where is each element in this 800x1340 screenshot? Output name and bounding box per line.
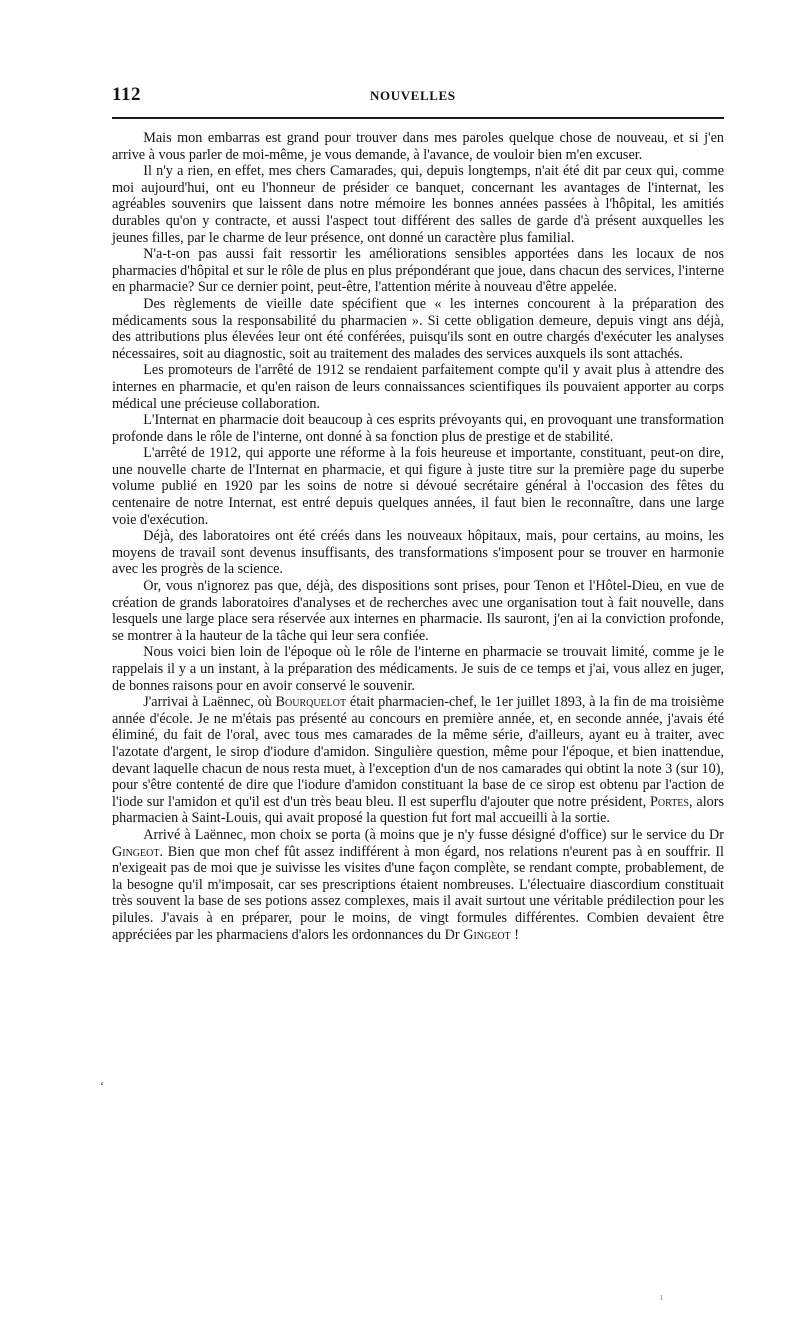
paragraph: Il n'y a rien, en effet, mes chers Camarades, qui, depuis longtemps, n'ait été dit par ceux qui, comme moi aujourd'hui, ont eu l'honneur de présider ce banquet, concernant les avantages de l'internat, les agréables souvenirs que laissent dans notre mémoire les bonnes années passées à l'hôpital, les amitiés durables qu'on y contracte, et aussi l'aspect tout différent des salles de garde d'à présent auxquelles les jeunes filles, par le charme de leur présence, ont donné un caractère plus familial. bbox=[112, 163, 724, 246]
page-number: 112 bbox=[112, 84, 141, 105]
paragraph-text: était pharmacien-chef, le 1er juillet 1893, à la fin de ma troisième année d'école. Je ne m'étais pas présenté au concours en première année, et, en seconde année, j'avais été éliminé, du fait de l'oral, avec tous mes camarades de la même série, d'ailleurs, ayant eu à traiter, avec l'azotate d'argent, le sirop d'iodure d'amidon. Singulière question, même pour l'époque, et bien inattendue, devant laquelle chacun de nous resta muet, à l'exception d'un de nos camarades qui obtint la note 3 (sur 10), pour s'être contenté de dire que l'iodure d'amidon constituant la base de ce sirop est obtenu par l'action de l'iode sur l'amidon et qu'il est d'un très beau bleu. Il est superflu d'ajouter que notre président, bbox=[112, 694, 724, 810]
paragraph-text: . Bien que mon chef fût assez indifférent à mon égard, nos relations n'eurent pas à en souffrir. Il n'exigeait pas de moi que je suivisse les visites d'une façon complète, se rendant compte, probablement, de la besogne qu'il m'imposait, car ses prescriptions étaient nombreuses. L'électuaire diascordium constituait très souvent la base de ses potions assez complexes, mais il avait surtout une véritable prédilection pour les pilules. J'avais à en préparer, pour le moins, de vingt formules différentes. Combien devaient être appréciées par les pharmaciens d'alors les ordonnances du Dr bbox=[112, 843, 724, 943]
paragraph: Déjà, des laboratoires ont été créés dans les nouveaux hôpitaux, mais, pour certains, au moins, les moyens de travail sont devenus insuffisants, des transformations s'imposent pour se trouver en harmonie avec les progrès de la science. bbox=[112, 528, 724, 578]
person-name: Bourquelot bbox=[275, 694, 347, 711]
paragraph: L'Internat en pharmacie doit beaucoup à ces esprits prévoyants qui, en provoquant une transformation profonde dans le rôle de l'interne, ont donné à sa fonction plus de prestige et de stabilité. bbox=[112, 412, 724, 445]
paragraph: Or, vous n'ignorez pas que, déjà, des dispositions sont prises, pour Tenon et l'Hôtel-Dieu, en vue de création de grands laboratoires d'analyses et de recherches avec une organisation tout à fait nouvelle, dans lesquels une large place sera réservée aux internes en pharmacie. Ils sauront, j'en ai la conviction profonde, se montrer à la hauteur de la tâche qui leur sera confiée. bbox=[112, 578, 724, 644]
header-rule bbox=[112, 117, 724, 119]
person-name: Gingeot bbox=[112, 843, 160, 860]
running-head: NOUVELLES bbox=[370, 88, 456, 103]
paragraph-text: J'arrivai à Laënnec, où bbox=[143, 694, 276, 711]
margin-mark: ‘ bbox=[100, 1079, 104, 1093]
paragraph: Nous voici bien loin de l'époque où le rôle de l'interne en pharmacie se trouvait limité, comme je le rappelais il y a un instant, à la préparation des médicaments. Je suis de ce temps et j'ai, vous allez en juger, de bonnes raisons pour en avoir conservé le souvenir. bbox=[112, 644, 724, 694]
paragraph: L'arrêté de 1912, qui apporte une réforme à la fois heureuse et importante, constituant, peut-on dire, une nouvelle charte de l'Internat en pharmacie, et qui figure à juste titre sur la première page du superbe volume publié en 1920 par les soins de notre si dévoué secrétaire général à l'occasion des fêtes du centenaire de notre Internat, est entré depuis quelques années, il faut bien le reconnaître, dans une large voie d'exécution. bbox=[112, 445, 724, 528]
paragraph-text: Arrivé à Laënnec, mon choix se porta (à moins que je n'y fusse désigné d'office) sur le service du Dr bbox=[143, 826, 724, 843]
paragraph-text: , alors pharmacien à Saint-Louis, qui avait proposé la question fut fort mal accueilli à la sortie. bbox=[112, 793, 724, 827]
paragraph: Les promoteurs de l'arrêté de 1912 se rendaient parfaitement compte qu'il y avait plus à attendre des internes en pharmacie, et qu'en raison de leurs connaissances scientifiques ils pouvaient apporter au corps médical une précieuse collaboration. bbox=[112, 362, 724, 412]
paragraph: N'a-t-on pas aussi fait ressortir les améliorations sensibles apportées dans les locaux de nos pharmacies d'hôpital et sur le rôle de plus en plus prépondérant que joue, dans chacun des services, l'interne en pharmacie? Sur ce dernier point, peut-être, l'attention mérite à nouveau d'être appelée. bbox=[112, 246, 724, 296]
paragraph: Mais mon embarras est grand pour trouver dans mes paroles quelque chose de nouveau, et si j'en arrive à vous parler de moi-même, je vous demande, à l'avance, de vouloir bien m'en excuser. bbox=[112, 130, 724, 163]
paragraph bbox=[112, 827, 724, 943]
person-name: Portes bbox=[650, 793, 689, 810]
article-body bbox=[112, 130, 724, 943]
person-name: Gingeot bbox=[463, 926, 511, 943]
corner-mark: ı bbox=[660, 1292, 663, 1303]
page-header bbox=[112, 84, 724, 110]
paragraph bbox=[112, 694, 724, 827]
paragraph-text: ! bbox=[510, 926, 519, 943]
paragraph: Des règlements de vieille date spécifient que « les internes concourent à la préparation des médicaments sous la responsabilité du pharmacien ». Si cette obligation demeure, depuis vingt ans déjà, des attributions plus élevées leur ont été conférées, puisqu'ils sont en outre chargés d'exécuter les analyses nécessaires, soit au diagnostic, soit au traitement des malades des services auxquels ils sont attachés. bbox=[112, 295, 724, 362]
